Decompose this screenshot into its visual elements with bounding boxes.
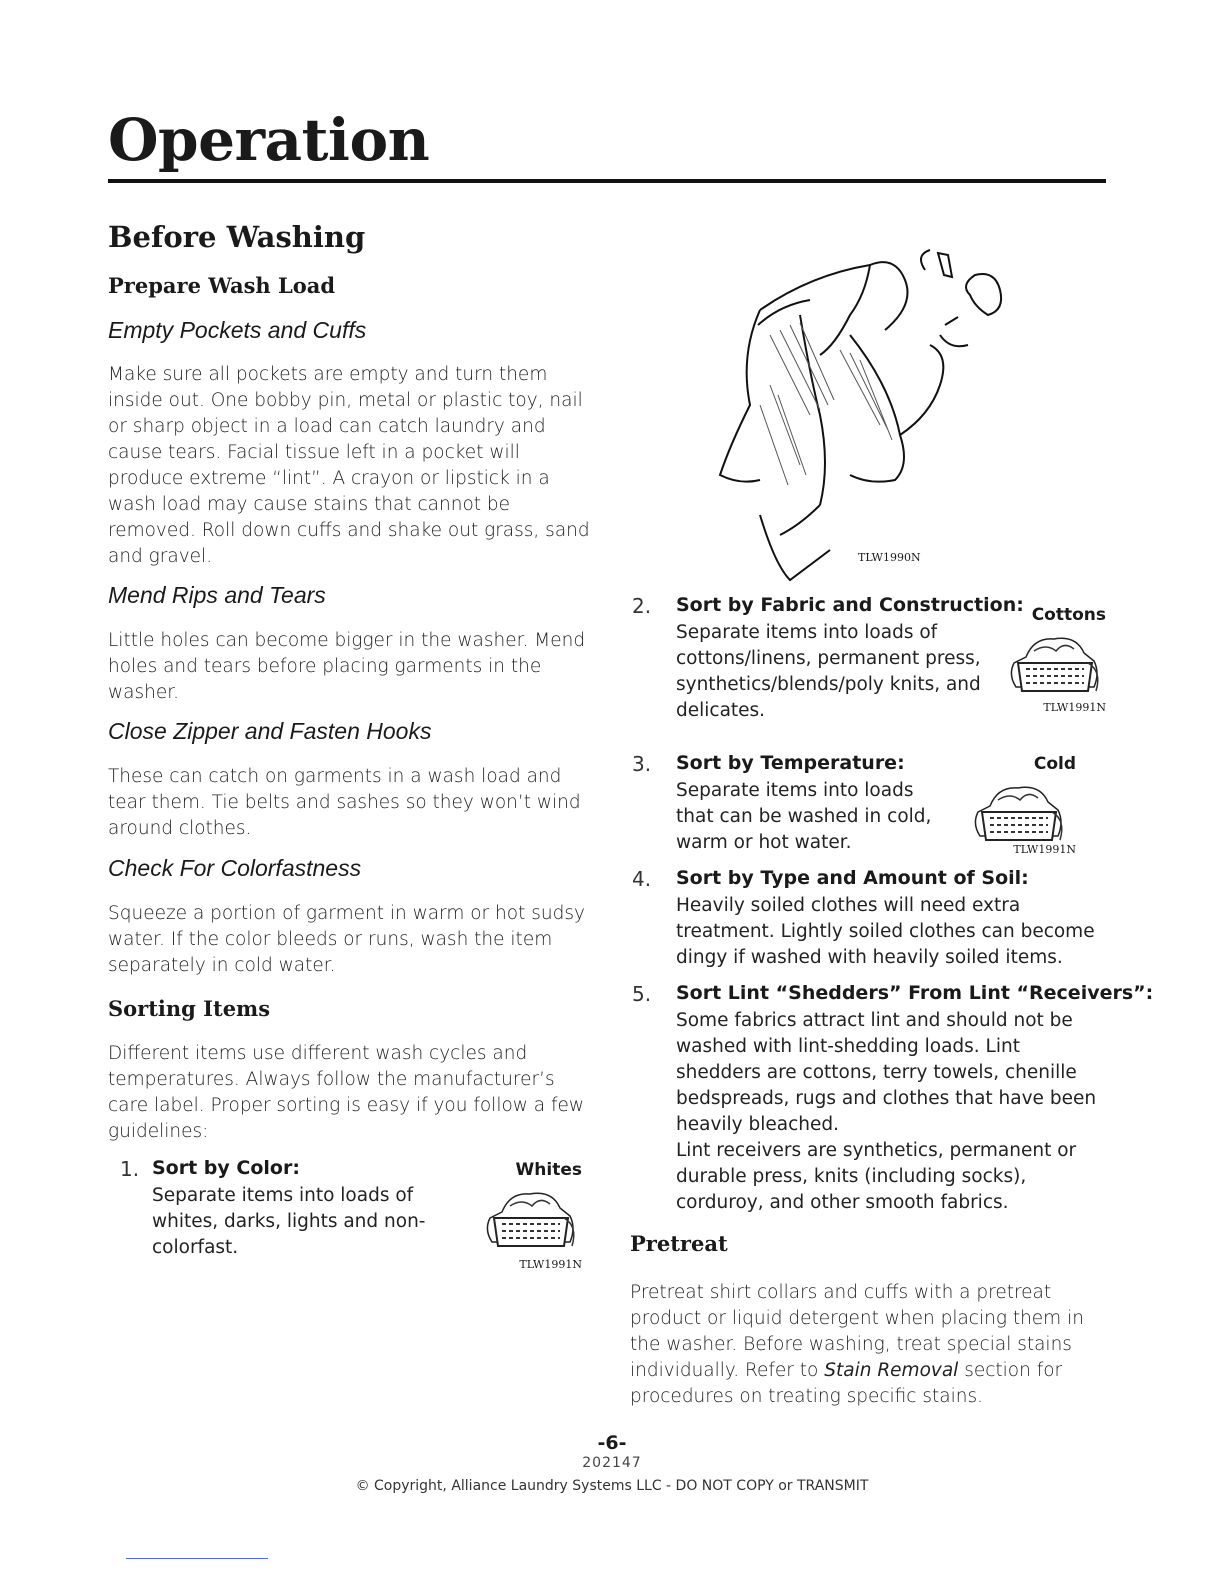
colorfastness-text: Squeeze a portion of garment in warm or hot sudsy water. If the color bleeds or runs, wash the item separately in cold water. bbox=[108, 903, 585, 976]
laundry-basket-icon bbox=[480, 1182, 580, 1256]
item-body: Separate items into loads of whites, darks, lights and non- colorfast. bbox=[152, 1185, 426, 1258]
close-zipper-heading: Close Zipper and Fasten Hooks bbox=[108, 718, 432, 744]
shirt-with-pocket-items-illustration bbox=[700, 235, 1020, 585]
item-number: 1. bbox=[120, 1157, 140, 1181]
copyright-notice: © Copyright, Alliance Laundry Systems LLC - DO NOT COPY or TRANSMIT bbox=[355, 1478, 869, 1494]
pretreat-text: Pretreat shirt collars and cuffs with a pretreat product or liquid detergent when placing them in the washer. Before washing, treat special stains individually. Refer to Stain Removal section for procedures on treating specific stains. bbox=[630, 1282, 1084, 1407]
item-title: Sort Lint “Shedders” From Lint “Receivers”: bbox=[676, 982, 1154, 1004]
page-number: -6- bbox=[597, 1432, 627, 1454]
item-number: 4. bbox=[632, 867, 652, 891]
sort-item-color bbox=[120, 1157, 460, 1267]
basket-code: TLW1991N bbox=[1013, 843, 1076, 856]
mend-rips-heading: Mend Rips and Tears bbox=[108, 582, 326, 608]
sort-item-soil bbox=[632, 867, 1112, 977]
page-title: Operation bbox=[108, 106, 430, 174]
item-body: Separate items into loads that can be washed in cold, warm or hot water. bbox=[676, 780, 932, 853]
prepare-wash-load-heading: Prepare Wash Load bbox=[108, 273, 336, 298]
item-number: 5. bbox=[632, 982, 652, 1006]
pretreat-heading: Pretreat bbox=[630, 1231, 728, 1256]
stain-removal-reference: Stain Removal bbox=[824, 1360, 959, 1381]
basket-label: Cottons bbox=[1031, 605, 1106, 625]
bottom-link-line bbox=[126, 1558, 268, 1559]
mend-rips-text: Little holes can become bigger in the washer. Mend holes and tears before placing garments in the washer. bbox=[108, 630, 586, 703]
sorting-items-heading: Sorting Items bbox=[108, 996, 271, 1021]
laundry-basket-icon bbox=[1004, 627, 1104, 701]
empty-pockets-text: Make sure all pockets are empty and turn them inside out. One bobby pin, metal or plastic toy, nail or sharp object in a load can catch laundry and cause tears. Facial tissue left in a pocket will produce extreme “lint”. A crayon or lipstick in a wash load may cause stains that cannot be removed. Roll down cuffs and shake out grass, sand and gravel. bbox=[108, 364, 590, 567]
illustration-code: TLW1990N bbox=[858, 551, 921, 564]
basket-label: Whites bbox=[515, 1160, 582, 1180]
laundry-basket-icon bbox=[968, 776, 1068, 850]
item-title: Sort by Type and Amount of Soil: bbox=[676, 867, 1029, 889]
item-title: Sort by Color: bbox=[152, 1157, 300, 1179]
sort-item-lint bbox=[632, 982, 1154, 1222]
basket-code: TLW1991N bbox=[1043, 701, 1106, 714]
item-body: Heavily soiled clothes will need extra treatment. Lightly soiled clothes can become dingy if washed with heavily soiled items. bbox=[676, 895, 1095, 968]
before-washing-heading: Before Washing bbox=[108, 220, 366, 254]
close-zipper-text: These can catch on garments in a wash load and tear them. Tie belts and sashes so they won’t wind around clothes. bbox=[108, 766, 581, 839]
item-number: 2. bbox=[632, 594, 652, 618]
item-title: Sort by Fabric and Construction: bbox=[676, 594, 1024, 616]
basket-label: Cold bbox=[1033, 754, 1076, 774]
whites-basket bbox=[460, 1160, 582, 1275]
item-number: 3. bbox=[632, 752, 652, 776]
cold-basket bbox=[960, 754, 1076, 864]
title-divider bbox=[108, 179, 1106, 183]
colorfastness-heading: Check For Colorfastness bbox=[108, 855, 362, 881]
document-number: 202147 bbox=[582, 1455, 642, 1471]
item-title: Sort by Temperature: bbox=[676, 752, 905, 774]
cottons-basket bbox=[990, 605, 1106, 720]
sorting-intro-text: Different items use different wash cycles and temperatures. Always follow the manufacturer’s care label. Proper sorting is easy if you follow a few guidelines: bbox=[108, 1043, 585, 1142]
item-body: Separate items into loads of cottons/linens, permanent press, synthetics/blends/poly knits, and delicates. bbox=[676, 622, 981, 721]
empty-pockets-heading: Empty Pockets and Cuffs bbox=[108, 317, 367, 343]
basket-code: TLW1991N bbox=[519, 1258, 582, 1271]
sort-item-temperature bbox=[632, 752, 952, 862]
item-body: Some fabrics attract lint and should not be washed with lint-shedding loads. Lint shedders are cottons, terry towels, chenille bedspreads, rugs and clothes that have been heavily bleached. Lint receivers are synthetics, permanent or durable press, knits (including socks), corduroy, and other smooth fabrics. bbox=[676, 1010, 1097, 1213]
sort-item-fabric bbox=[632, 594, 1024, 724]
